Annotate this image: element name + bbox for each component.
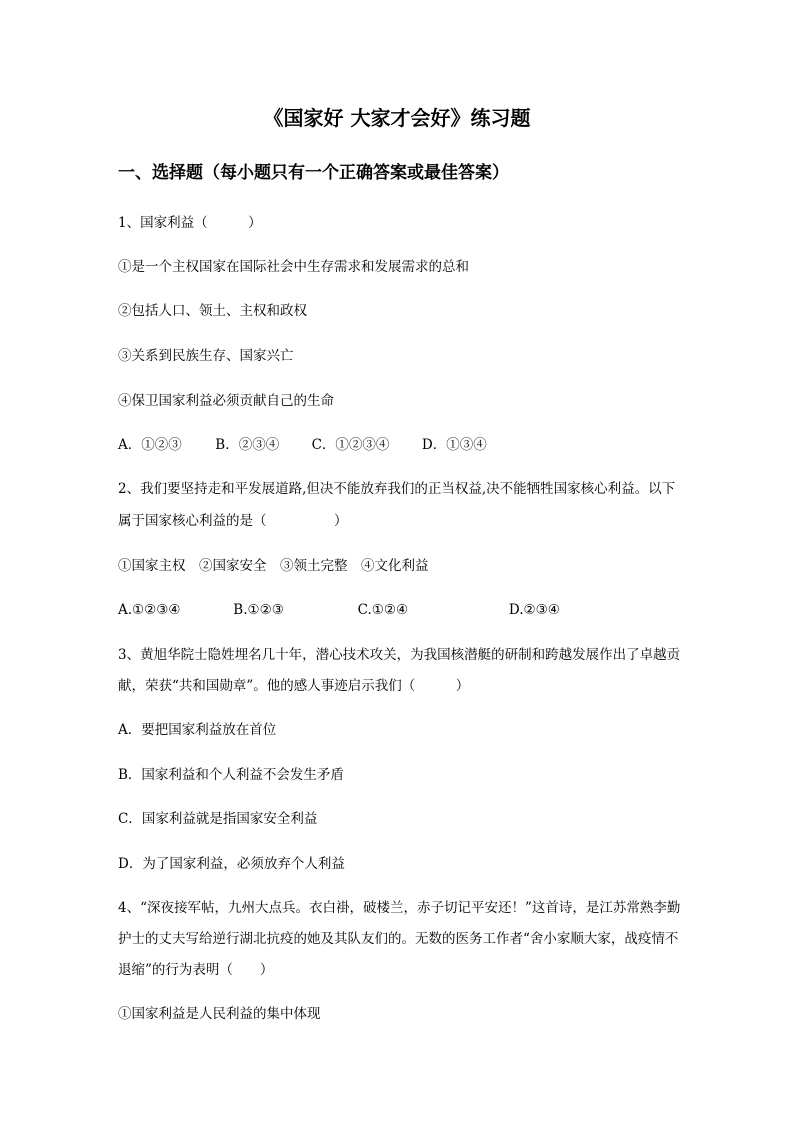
question-3-option-d: D．为了国家利益，必须放弃个人利益 [118,856,345,872]
question-2-option-c: C.①②④ [357,602,409,618]
question-1-stem: 1、国家利益（ ） [118,215,262,231]
question-1-item-1: ①是一个主权国家在国际社会中生存需求和发展需求的总和 [118,259,469,275]
question-4-item-1: ①国家利益是人民利益的集中体现 [118,1006,321,1022]
question-3-option-a: A．要把国家利益放在首位 [118,722,277,738]
question-3-option-c: C．国家利益就是指国家安全利益 [118,811,318,827]
question-2-options [118,599,560,621]
question-2-option-d: D.②③④ [508,602,560,618]
question-2-stem-line-1: 2、我们要坚持走和平发展道路,但决不能放弃我们的正当权益,决不能牺牲国家核心利益。以下 [118,481,676,497]
question-2-item-1: ①国家主权 ②国家安全 ③领土完整 ④文化利益 [118,558,429,574]
question-1-item-4: ④保卫国家利益必须贡献自己的生命 [118,393,334,409]
question-2-option-a: A.①②③④ [118,602,181,618]
question-1-option-d: D．①③④ [421,437,487,453]
question-1-option-c: C．①②③④ [311,437,390,453]
question-2-stem-line-2: 属于国家核心利益的是（ ） [118,513,348,529]
question-1-option-a: A．①②③ [118,437,182,453]
question-3-option-b: B．国家利益和个人利益不会发生矛盾 [118,767,344,783]
question-4-stem-line-2: 护士的丈夫写给逆行湖北抗疫的她及其队友们的。无数的医务工作者“舍小家顺大家，战疫情不 [118,931,679,947]
question-3-stem-line-2: 献，荣获“共和国勋章”。他的感人事迹启示我们（ ） [118,678,470,694]
question-1-item-3: ③关系到民族生存、国家兴亡 [118,348,294,364]
question-4-stem-line-1: 4、“深夜接军帖，九州大点兵。衣白褂，破楼兰，赤子切记平安还！”这首诗，是江苏常熟李勤 [118,900,681,916]
question-1-options [118,434,487,456]
question-3-stem-line-1: 3、黄旭华院士隐姓埋名几十年，潜心技术攻关，为我国核潜艇的研制和跨越发展作出了卓越贡 [118,647,681,663]
document-title: 《国家好 大家才会好》练习题 [263,106,531,130]
question-1-item-2: ②包括人口、领土、主权和政权 [118,303,307,319]
question-4-stem-line-3: 退缩”的行为表明（ ） [118,962,274,978]
question-2-option-b: B.①②③ [233,602,284,618]
section-heading: 一、选择题（每小题只有一个正确答案或最佳答案） [118,163,509,183]
question-1-option-b: B．②③④ [215,437,280,453]
